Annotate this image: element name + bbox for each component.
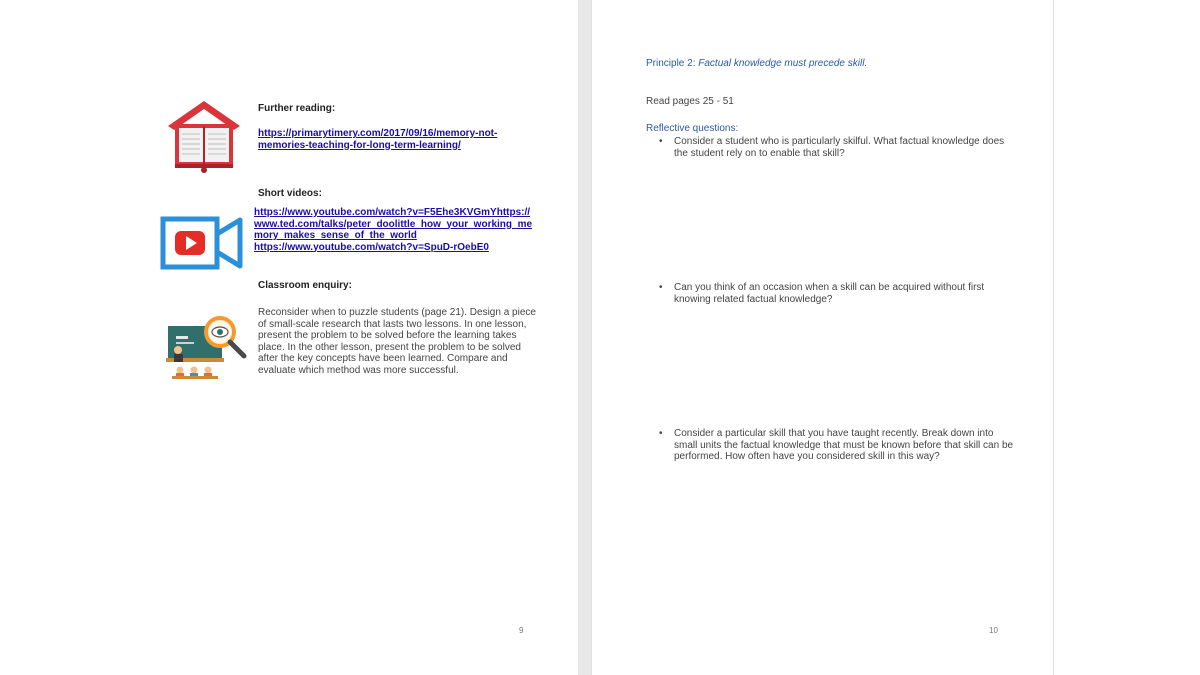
further-reading-link-line2[interactable]: memories-teaching-for-long-term-learning/	[258, 139, 461, 151]
principle-text: Factual knowledge must precede skill.	[698, 58, 868, 69]
question-line: small units the factual knowledge that must be known before that skill can be	[674, 439, 1014, 451]
reflective-question-2	[659, 282, 984, 305]
question-line: knowing related factual knowledge?	[674, 293, 833, 305]
question-line: Consider a student who is particularly skilful. What factual knowledge does	[674, 136, 1005, 147]
classroom-enquiry-heading: Classroom enquiry:	[258, 280, 352, 291]
reflective-question-3	[659, 428, 1013, 463]
bullet: •	[659, 136, 663, 147]
enquiry-line: place. In the other lesson, present the problem to be solved	[258, 341, 521, 353]
video-link-4[interactable]: https://www.youtube.com/watch?v=SpuD-rOebE0	[254, 241, 489, 253]
page-gap	[579, 0, 591, 675]
short-videos-links	[254, 207, 532, 253]
video-camera-icon	[160, 216, 244, 270]
enquiry-line: Reconsider when to puzzle students (page 21). Design a piece	[258, 307, 536, 318]
classroom-magnifier-icon	[166, 314, 248, 380]
question-line: Can you think of an occasion when a skill can be acquired without first	[674, 282, 985, 293]
reflective-questions-heading: Reflective questions:	[646, 123, 739, 134]
further-reading-link[interactable]	[258, 128, 497, 151]
question-line: performed. How often have you considered skill in this way?	[674, 451, 940, 463]
principle-line	[646, 58, 867, 69]
classroom-enquiry-text	[258, 307, 536, 377]
enquiry-line: after the key concepts have been learned. Compare and	[258, 353, 508, 365]
bullet: •	[659, 282, 663, 293]
page-number-10: 10	[989, 626, 998, 635]
video-link-3[interactable]: mory_makes_sense_of_the_world	[254, 230, 417, 241]
further-reading-link-line1[interactable]: https://primarytimery.com/2017/09/16/memory-not-	[258, 128, 498, 139]
read-pages: Read pages 25 - 51	[646, 96, 734, 107]
video-link-2[interactable]: www.ted.com/talks/peter_doolittle_how_your_working_me	[254, 218, 533, 230]
enquiry-line: evaluate which method was more successful.	[258, 364, 459, 376]
book-house-icon	[166, 98, 242, 174]
question-line: the student rely on to enable that skill?	[674, 147, 845, 159]
enquiry-line: present the problem to be solved before the learning takes	[258, 330, 517, 342]
page-number-9: 9	[519, 626, 524, 635]
video-link-1[interactable]: https://www.youtube.com/watch?v=F5Ehe3KVGmYhttps://	[254, 207, 531, 218]
bullet: •	[659, 428, 663, 439]
reflective-question-1	[659, 136, 1004, 159]
short-videos-heading: Short videos:	[258, 188, 322, 199]
enquiry-line: of small-scale research that lasts two lessons. In one lesson,	[258, 318, 527, 330]
principle-label: Principle 2:	[646, 58, 696, 69]
question-line: Consider a particular skill that you have taught recently. Break down into	[674, 428, 994, 439]
further-reading-heading: Further reading:	[258, 103, 336, 114]
